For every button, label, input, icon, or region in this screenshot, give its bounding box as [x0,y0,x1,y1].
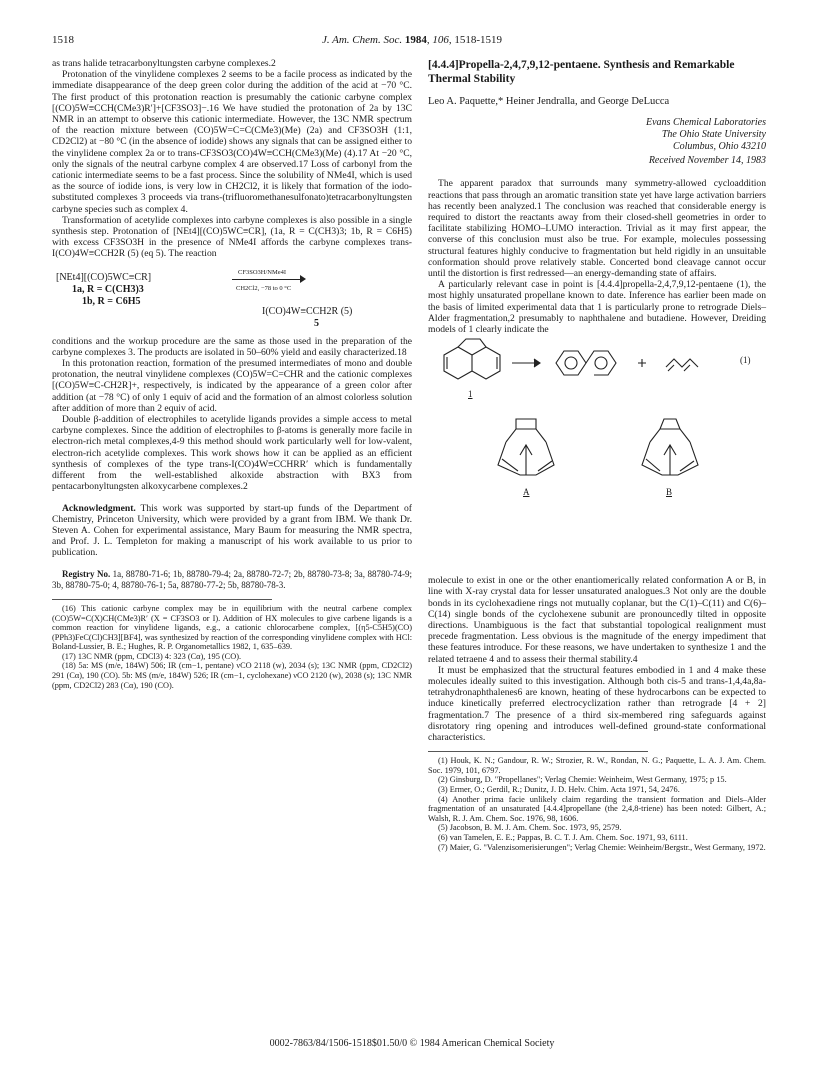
acknowledgment-title: Acknowledgment. [62,502,136,514]
scheme-reagent-bottom: CH2Cl2, −78 to 0 °C [236,284,292,292]
reaction-scheme-eq5 [52,264,412,330]
journal-citation: J. Am. Chem. Soc. 1984, 106, 1518-1519 [321,34,503,46]
right-column [428,58,766,852]
footnote: (16) This cationic carbyne complex may be in equilibrium with the neutral carbene complex (CO)5W=C(X)CH(CMe3)R′ (X = CF3SO3 or I). Addition of HX molecules to give carbene ligands is a common reaction for vinylidene ligands, e.g., a cationic chlorocarbene complex, [(η5-C5H5)(CO)(PPh3)FeC(Cl)CH3][BF4], was synthesized by reaction of the corresponding vinylidene complex with HCl: Boland-Lussier, B. E.; Hughes, R. P. Organometallics 1982, 1, 635–639. [52,603,412,652]
equation-number: (1) [740,355,751,366]
paragraph: In this protonation reaction, formation of the presumed intermediates of mono and double protonation, the neutral vinylidene complexes (CO)5W=C=CHR and the cationic complexes [(CO)5W≡C-CH2R]+, respectively, is indicated by the appearance of a green color after addition (at −78 °C) of only 1 equiv of acid and the formation of an almost colorless solution after addition of more than 2 equiv of acid. [52,358,412,414]
structure-figure [428,337,766,569]
page-number: 1518 [52,34,74,46]
footnote: (17) 13C NMR (ppm, CDCl3) 4: 323 (Cα), 195 (CO). [62,651,242,661]
conformer-b-structure-icon [642,419,698,475]
registry-title: Registry No. [62,568,111,579]
acknowledgment-text: This work was supported by start-up funds of the Department of Chemistry, Princeton University, which were provided by a grant from IBM. We thank Dr. Steven A. Cohen for experimental assistance, Mary Baum for measuring the NMR spectra, and Prof. J. L. Templeton for making a manuscript of his work available to us prior to publication. [52,502,412,559]
article-title: [4.4.4]Propella-2,4,7,9,12-pentaene. Synthesis and Remarkable Thermal Stability [428,59,735,85]
left-column [52,58,412,690]
paragraph: conditions and the workup procedure are the same as those used in the preparation of the carbyne complexes 3. The products are isolated in 50–60% yield and easily characterized.18 [52,335,412,358]
registry-numbers [52,569,412,591]
left-footnotes [52,604,412,690]
journal-name: J. Am. Chem. Soc. [321,34,403,46]
footnote: (18) 5a: MS (m/e, 184W) 506; IR (cm−1, pentane) νCO 2118 (w), 2034 (s); 13C NMR (ppm, CD2Cl2) 291 (Cα), 190 (CO). 5b: MS (m/e, 184W) 526; IR (cm−1, cyclohexane) νCO 2120 (w), 2038 (s); 13C NMR (ppm, CD2Cl2) 283 (Cα), 190 (CO). [52,661,412,690]
right-footnotes [428,756,766,852]
page-header [52,34,772,50]
plus-icon [638,359,646,367]
affiliation-line: The Ohio State University [661,129,766,141]
structure-label-1: 1 [468,389,473,400]
received-date: Received November 14, 1983 [648,155,766,167]
butadiene-icon [666,359,698,367]
scheme-reactant: [NEt4][(CO)5WC≡CR] [56,271,152,283]
footnote: (4) Another prima facie unlikely claim regarding the transient formation and Diels–Alder fragmentation of an unsaturated [4.4.4]propellane (the 2,4,8-triene) has been noted: Gilbert, A.; Walsh, R. J. Am. Chem. Soc. 1976, 98, 1606. [428,794,766,823]
scheme-product-number: 5 [314,317,319,329]
footnote: (6) van Tamelen, E. E.; Pappas, B. C. T. J. Am. Chem. Soc. 1971, 93, 6111. [438,833,688,843]
scheme-product: I(CO)4W≡CCH2R (5) [262,305,353,317]
affiliation-line: Columbus, Ohio 43210 [672,141,766,153]
structure-label-a: A [523,487,530,498]
paragraph: A particularly relevant case in point is [4.4.4]propella-2,4,7,9,12-pentaene (1), the most highly unsaturated propellane known to date. Inference has earlier been made on the basis of limited experimental data that 1 is particularly prone to retrograde Diels–Alder fragmentation,2 presumably to naphthalene and butadiene. However, Dreiding models of 1 clearly indicate the [428,279,766,336]
acknowledgment [52,503,412,559]
reaction-arrow [232,279,304,280]
affiliation-line: Evans Chemical Laboratories [646,117,766,129]
footnote: (2) Ginsburg, D. "Propellanes"; Verlag Chemie: Weinheim, West Germany, 1975; p 15. [438,775,727,785]
paragraph: Double β-addition of electrophiles to acetylide ligands provides a simple access to metal carbyne complexes. Since the addition of electrophiles to β-atoms is generally more facile in electron-rich metal complexes,4-9 this method should work particularly well for low-valent, electron-rich acetylide complexes. This work shows how it can be applied as an efficient synthesis of complexes of the type trans-I(CO)4W≡CCHRR′ which is fundamentally different from the well-established alkoxide abstraction with BX3 from pentacarbonyltungsten alkoxycarbene complexes.2 [52,414,412,493]
article-authors: Leo A. Paquette,* Heiner Jendralla, and George DeLucca [428,96,670,107]
structure-drawing [428,337,766,569]
structure-label-b: B [666,487,673,498]
footnote: (5) Jacobson, B. M. J. Am. Chem. Soc. 1973, 95, 2579. [438,823,622,833]
reaction-arrowhead [300,275,306,283]
paragraph: It must be emphasized that the structural features embodied in 1 and 4 make these molecules ideally suited to this investigation. Although both cis-5 and trans-1,4,4a,8a-tetrahydronaphthalenes6 are known, heating of these hydrocarbons can be expected to induce kinetically preferred electrocyclization rather than retrograde [4 + 2] fragmentation.7 The presence of a third six-membered ring safeguards against disrotatory ring opening and introduces well-defined ground-state conformational characteristics. [428,664,766,744]
paragraph: The apparent paradox that surrounds many symmetry-allowed cycloaddition reactions that pass through an aromatic transition state yet have large activation barriers has recently been analyzed.1 The conclusion was reached that considerable energy is required to distort the reactants away from their closed-shell geometries in order to facilitate stabilizing HOMO–LUMO interaction. Trivial as it may first appear, the converse of this conclusion must also be true. For example, molecules possessing structural features highly conducive to fragmentation but held rigidly in an unsuitable conformation should prove relatively stable. Concerted bond cleavage cannot occur until the distortion is first redressed—an energy-demanding state of affairs. [428,178,766,280]
scheme-reagent-top: CF3SO3H/NMe4I [238,268,287,276]
footnote: (1) Houk, K. N.; Gandour, R. W.; Strozier, R. W., Rondan, N. G.; Paquette, L. A. J. Am. Chem. Soc. 1979, 101, 6797. [428,756,766,775]
footnote-divider [428,751,648,752]
paragraph: Protonation of the vinylidene complexes 2 seems to be a facile process as indicated by the immediate disappearance of the deep green color during the addition of the acid at −70 °C. The first product of this protonation reaction is presumably the cationic carbyne complex [(CO)5W≡CCH(CMe3)R′]+[CF3SO3]−.16 We have studied the protonation of 2a by 13C NMR in an attempt to observe this cationic intermediate. However, the 13C NMR spectrum of the reaction mixture between (CO)5W=C=C(CMe3)(Me) (2a) and CF3SO3H (1:1, CD2Cl2) at −80 °C (in the absence of iodide) shows any signals that can be assigned either to the vinylidene complex 2a or to trans-CF3SO3(CO)4W≡CCH(CMe3)(Me) (4).17 At −20 °C, only the signals of the neutral carbyne complex 4 are observed.17 Loss of carbonyl from the cationic intermediate seems to be a fast process. Since the solubility of NMe4I, which is used as the source of iodide ions, is very low in CH2Cl2, it is likely that formation of the iodo-substituted complexes 3 proceeds via trans-(trifluoromethanesulfonato)tetracarbonyltungsten carbyne species such as complex 4. [52,69,412,215]
page-footer: 0002-7863/84/1506-1518$01.50/0 © 1984 American Chemical Society [269,1038,555,1049]
registry-text: 1a, 88780-71-6; 1b, 88780-79-4; 2a, 88780-72-7; 2b, 88780-73-8; 3a, 88780-74-9; 3b, 88780-75-0; 4, 88780-76-1; 5a, 88780-77-2; 5b, 88780-78-3. [52,568,412,590]
footnote-divider [52,599,272,600]
paragraph: as trans halide tetracarbonyltungsten carbyne complexes.2 [52,58,276,69]
footnote: (3) Ermer, O.; Gerdil, R.; Dunitz, J. D. Helv. Chim. Acta 1971, 54, 2476. [438,785,680,795]
paragraph: molecule to exist in one or the other enantiomerically related conformation A or B, in line with X-ray crystal data for lesser unsaturated analogues.3 Not only are the double bonds in its cyclohexadiene rings not mutually coplanar, but the C(1)–C(11) and C(6)–C(14) single bonds of the cyclohexene subunit are pronouncedly tilted in opposite directions. Unambiguous is the fact that substantial topological realignment must precede fragmentation. Less obvious is the magnitude of the energy impediment that these features introduce. For these reasons, we have undertaken to synthesize 1 and the related tetraene 4 and to assess their thermal stability.4 [428,575,766,665]
journal-year: 1984 [404,34,427,46]
naphthalene-icon [556,351,616,375]
scheme-sub2: 1b, R = C6H5 [82,295,141,307]
journal-volume: 106 [432,34,449,46]
scheme-sub1: 1a, R = C(CH3)3 [72,283,144,295]
footnote: (7) Maier, G. "Valenzisomerisierungen"; Verlag Chemie: Weinheim/Bergstr., West Germany, 1972. [438,842,766,852]
conformer-a-structure-icon [498,419,554,475]
propellane-structure-icon [444,339,500,379]
paragraph: Transformation of acetylide complexes into carbyne complexes is also possible in a single synthesis step. Protonation of [NEt4][(CO)5WC≡CR], (1a, R = C(CH3)3; 1b, R = C6H5) with excess CF3SO3H in the presence of NMe4I affords the carbyne complexes trans-I(CO)4W≡CCH2R (5) (eq 5). The reaction [52,214,412,260]
journal-pages: 1518-1519 [454,34,503,46]
